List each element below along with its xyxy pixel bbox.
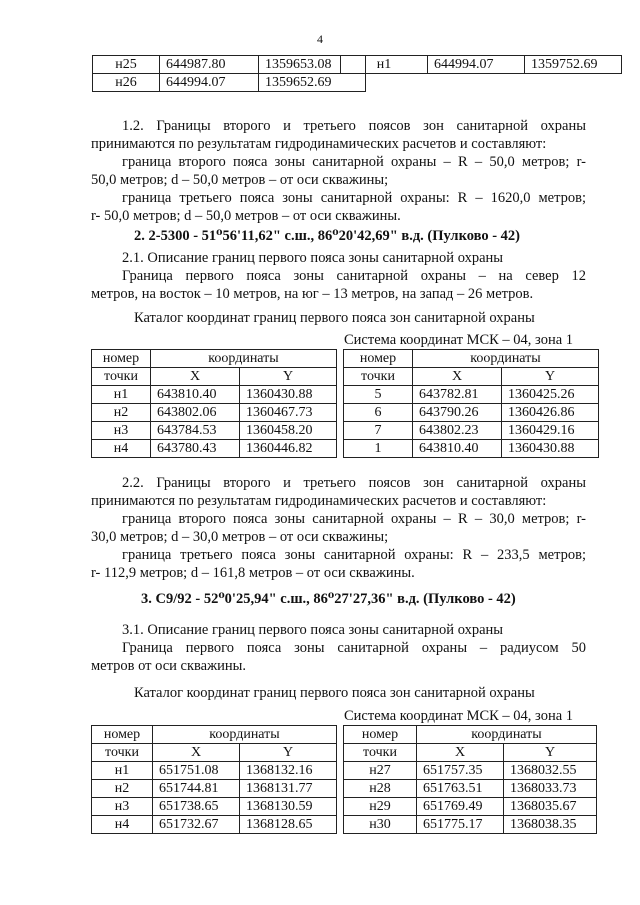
header-point: точки [344, 744, 417, 762]
table-row [344, 386, 599, 404]
cell-point: н30 [344, 816, 417, 834]
cell-y: 1360430.88 [502, 440, 599, 458]
table-row [92, 422, 337, 440]
header-y: Y [504, 744, 597, 762]
section-1-2-line-3: граница второго пояса зоны санитарной охраны – R – 50,0 метров; r- [122, 154, 586, 170]
cell-y: 1368032.55 [504, 762, 597, 780]
section-2-2-line-2: принимаются по результатам гидродинамических расчетов и составляют: [91, 493, 547, 509]
cell-point: н25 [93, 56, 160, 74]
cell-y: 1360429.16 [502, 422, 599, 440]
cell-y: 1360430.88 [240, 386, 337, 404]
cell-x: 651757.35 [417, 762, 504, 780]
header-point: точки [92, 368, 151, 386]
table-row [92, 762, 337, 780]
table-row [341, 56, 622, 74]
cell-x: 643780.43 [151, 440, 240, 458]
heading-well-c9-92: 3. С9/92 - 52⁰0'25,94" с.ш., 86⁰27'27,36" в.д. (Пулково - 42) [141, 591, 516, 607]
section-1-2-line-2: принимаются по результатам гидродинамических расчетов и составляют: [91, 136, 547, 152]
cell-point: н2 [92, 404, 151, 422]
cell-x: 644994.07 [428, 56, 525, 74]
section-2-2-line-6: r- 112,9 метров; d – 161,8 метров – от оси скважины. [91, 565, 415, 581]
cell-point: н1 [92, 762, 153, 780]
cell-y: 1368132.16 [240, 762, 337, 780]
coordinate-system-2: Система координат МСК – 04, зона 1 [344, 332, 574, 348]
cell-x: 643784.53 [151, 422, 240, 440]
catalog-title-2: Каталог координат границ первого пояса зон санитарной охраны [134, 310, 535, 326]
cell-x: 643802.23 [413, 422, 502, 440]
table-row [93, 56, 366, 74]
table-row [92, 798, 337, 816]
cell-y: 1368131.77 [240, 780, 337, 798]
cell-y: 1359752.69 [525, 56, 622, 74]
cell-y: 1368035.67 [504, 798, 597, 816]
cell-point: н1 [341, 56, 428, 74]
header-coordinates: координаты [151, 350, 337, 368]
cell-y: 1360426.86 [502, 404, 599, 422]
section-3-1-line-1: 3.1. Описание границ первого пояса зоны санитарной охраны [122, 622, 504, 638]
header-coordinates: координаты [153, 726, 337, 744]
cell-x: 644987.80 [160, 56, 259, 74]
cell-x: 643782.81 [413, 386, 502, 404]
cell-x: 643790.26 [413, 404, 502, 422]
cell-point: н3 [92, 422, 151, 440]
table-row [92, 816, 337, 834]
cell-x: 643802.06 [151, 404, 240, 422]
section-2-1-line-1: 2.1. Описание границ первого пояса зоны санитарной охраны [122, 250, 504, 266]
cell-x: 651769.49 [417, 798, 504, 816]
table-row [344, 762, 597, 780]
cell-y: 1360467.73 [240, 404, 337, 422]
coordinates-table-3-right [343, 725, 597, 834]
cell-y: 1360446.82 [240, 440, 337, 458]
header-x: X [153, 744, 240, 762]
table-row [344, 798, 597, 816]
cell-point: 7 [344, 422, 413, 440]
header-number: номер [92, 350, 151, 368]
header-y: Y [502, 368, 599, 386]
table-row [344, 816, 597, 834]
coordinates-table-2-left [91, 349, 337, 458]
cell-point: н28 [344, 780, 417, 798]
table-row [344, 422, 599, 440]
section-2-2-line-1: 2.2. Границы второго и третьего поясов зон санитарной охраны [122, 475, 586, 491]
section-2-2-line-4: 30,0 метров; d – 30,0 метров – от оси скважины; [91, 529, 389, 545]
cell-x: 651744.81 [153, 780, 240, 798]
cell-x: 651751.08 [153, 762, 240, 780]
cell-y: 1360458.20 [240, 422, 337, 440]
cell-x: 651775.17 [417, 816, 504, 834]
header-coordinates: координаты [413, 350, 599, 368]
section-1-2-line-5: граница третьего пояса зоны санитарной охраны: R – 1620,0 метров; [122, 190, 586, 206]
top-coordinates-table-right [340, 55, 622, 74]
section-2-1-line-2: Граница первого пояса зоны санитарной охраны – на север 12 [122, 268, 586, 284]
table-row [92, 386, 337, 404]
heading-well-2-5300: 2. 2-5300 - 51⁰56'11,62" с.ш., 86⁰20'42,69" в.д. (Пулково - 42) [134, 228, 521, 244]
cell-y: 1360425.26 [502, 386, 599, 404]
header-point: точки [92, 744, 153, 762]
cell-point: н4 [92, 816, 153, 834]
header-x: X [413, 368, 502, 386]
cell-x: 643810.40 [151, 386, 240, 404]
cell-x: 651732.67 [153, 816, 240, 834]
cell-y: 1368130.59 [240, 798, 337, 816]
cell-y: 1368128.65 [240, 816, 337, 834]
cell-x: 651738.65 [153, 798, 240, 816]
cell-point: н26 [93, 74, 160, 92]
cell-x: 651763.51 [417, 780, 504, 798]
header-y: Y [240, 368, 337, 386]
cell-point: н29 [344, 798, 417, 816]
section-2-1-line-3: метров, на восток – 10 метров, на юг – 13 метров, на запад – 26 метров. [91, 286, 534, 302]
cell-y: 1368038.35 [504, 816, 597, 834]
cell-point: н2 [92, 780, 153, 798]
header-coordinates: координаты [417, 726, 597, 744]
table-row [92, 404, 337, 422]
header-number: номер [344, 726, 417, 744]
table-row [92, 780, 337, 798]
header-point: точки [344, 368, 413, 386]
table-row [344, 404, 599, 422]
section-2-2-line-3: граница второго пояса зоны санитарной охраны – R – 30,0 метров; r- [122, 511, 586, 527]
cell-y: 1368033.73 [504, 780, 597, 798]
cell-point: н3 [92, 798, 153, 816]
header-y: Y [240, 744, 337, 762]
cell-point: н4 [92, 440, 151, 458]
cell-x: 643810.40 [413, 440, 502, 458]
cell-y: 1359653.08 [259, 56, 366, 74]
section-1-2-line-4: 50,0 метров; d – 50,0 метров – от оси скважины; [91, 172, 389, 188]
section-3-1-line-2: Граница первого пояса зоны санитарной охраны – радиусом 50 [122, 640, 586, 656]
catalog-title-3: Каталог координат границ первого пояса зон санитарной охраны [134, 685, 535, 701]
coordinates-table-3-left [91, 725, 337, 834]
cell-point: 5 [344, 386, 413, 404]
header-x: X [151, 368, 240, 386]
page-number: 4 [317, 32, 323, 46]
coordinate-system-3: Система координат МСК – 04, зона 1 [344, 708, 574, 724]
section-2-2-line-5: граница третьего пояса зоны санитарной охраны: R – 233,5 метров; [122, 547, 586, 563]
cell-point: н27 [344, 762, 417, 780]
table-row [92, 440, 337, 458]
top-coordinates-table-left [92, 55, 366, 92]
header-number: номер [344, 350, 413, 368]
table-row [93, 74, 366, 92]
cell-x: 644994.07 [160, 74, 259, 92]
cell-point: н1 [92, 386, 151, 404]
header-x: X [417, 744, 504, 762]
section-3-1-line-3: метров от оси скважины. [91, 658, 247, 674]
section-1-2-line-6: r- 50,0 метров; d – 50,0 метров – от оси скважины. [91, 208, 401, 224]
header-number: номер [92, 726, 153, 744]
cell-point: 1 [344, 440, 413, 458]
section-1-2-line-1: 1.2. Границы второго и третьего поясов зон санитарной охраны [122, 118, 586, 134]
table-row [344, 440, 599, 458]
cell-point: 6 [344, 404, 413, 422]
coordinates-table-2-right [343, 349, 599, 458]
table-row [344, 780, 597, 798]
cell-y: 1359652.69 [259, 74, 366, 92]
